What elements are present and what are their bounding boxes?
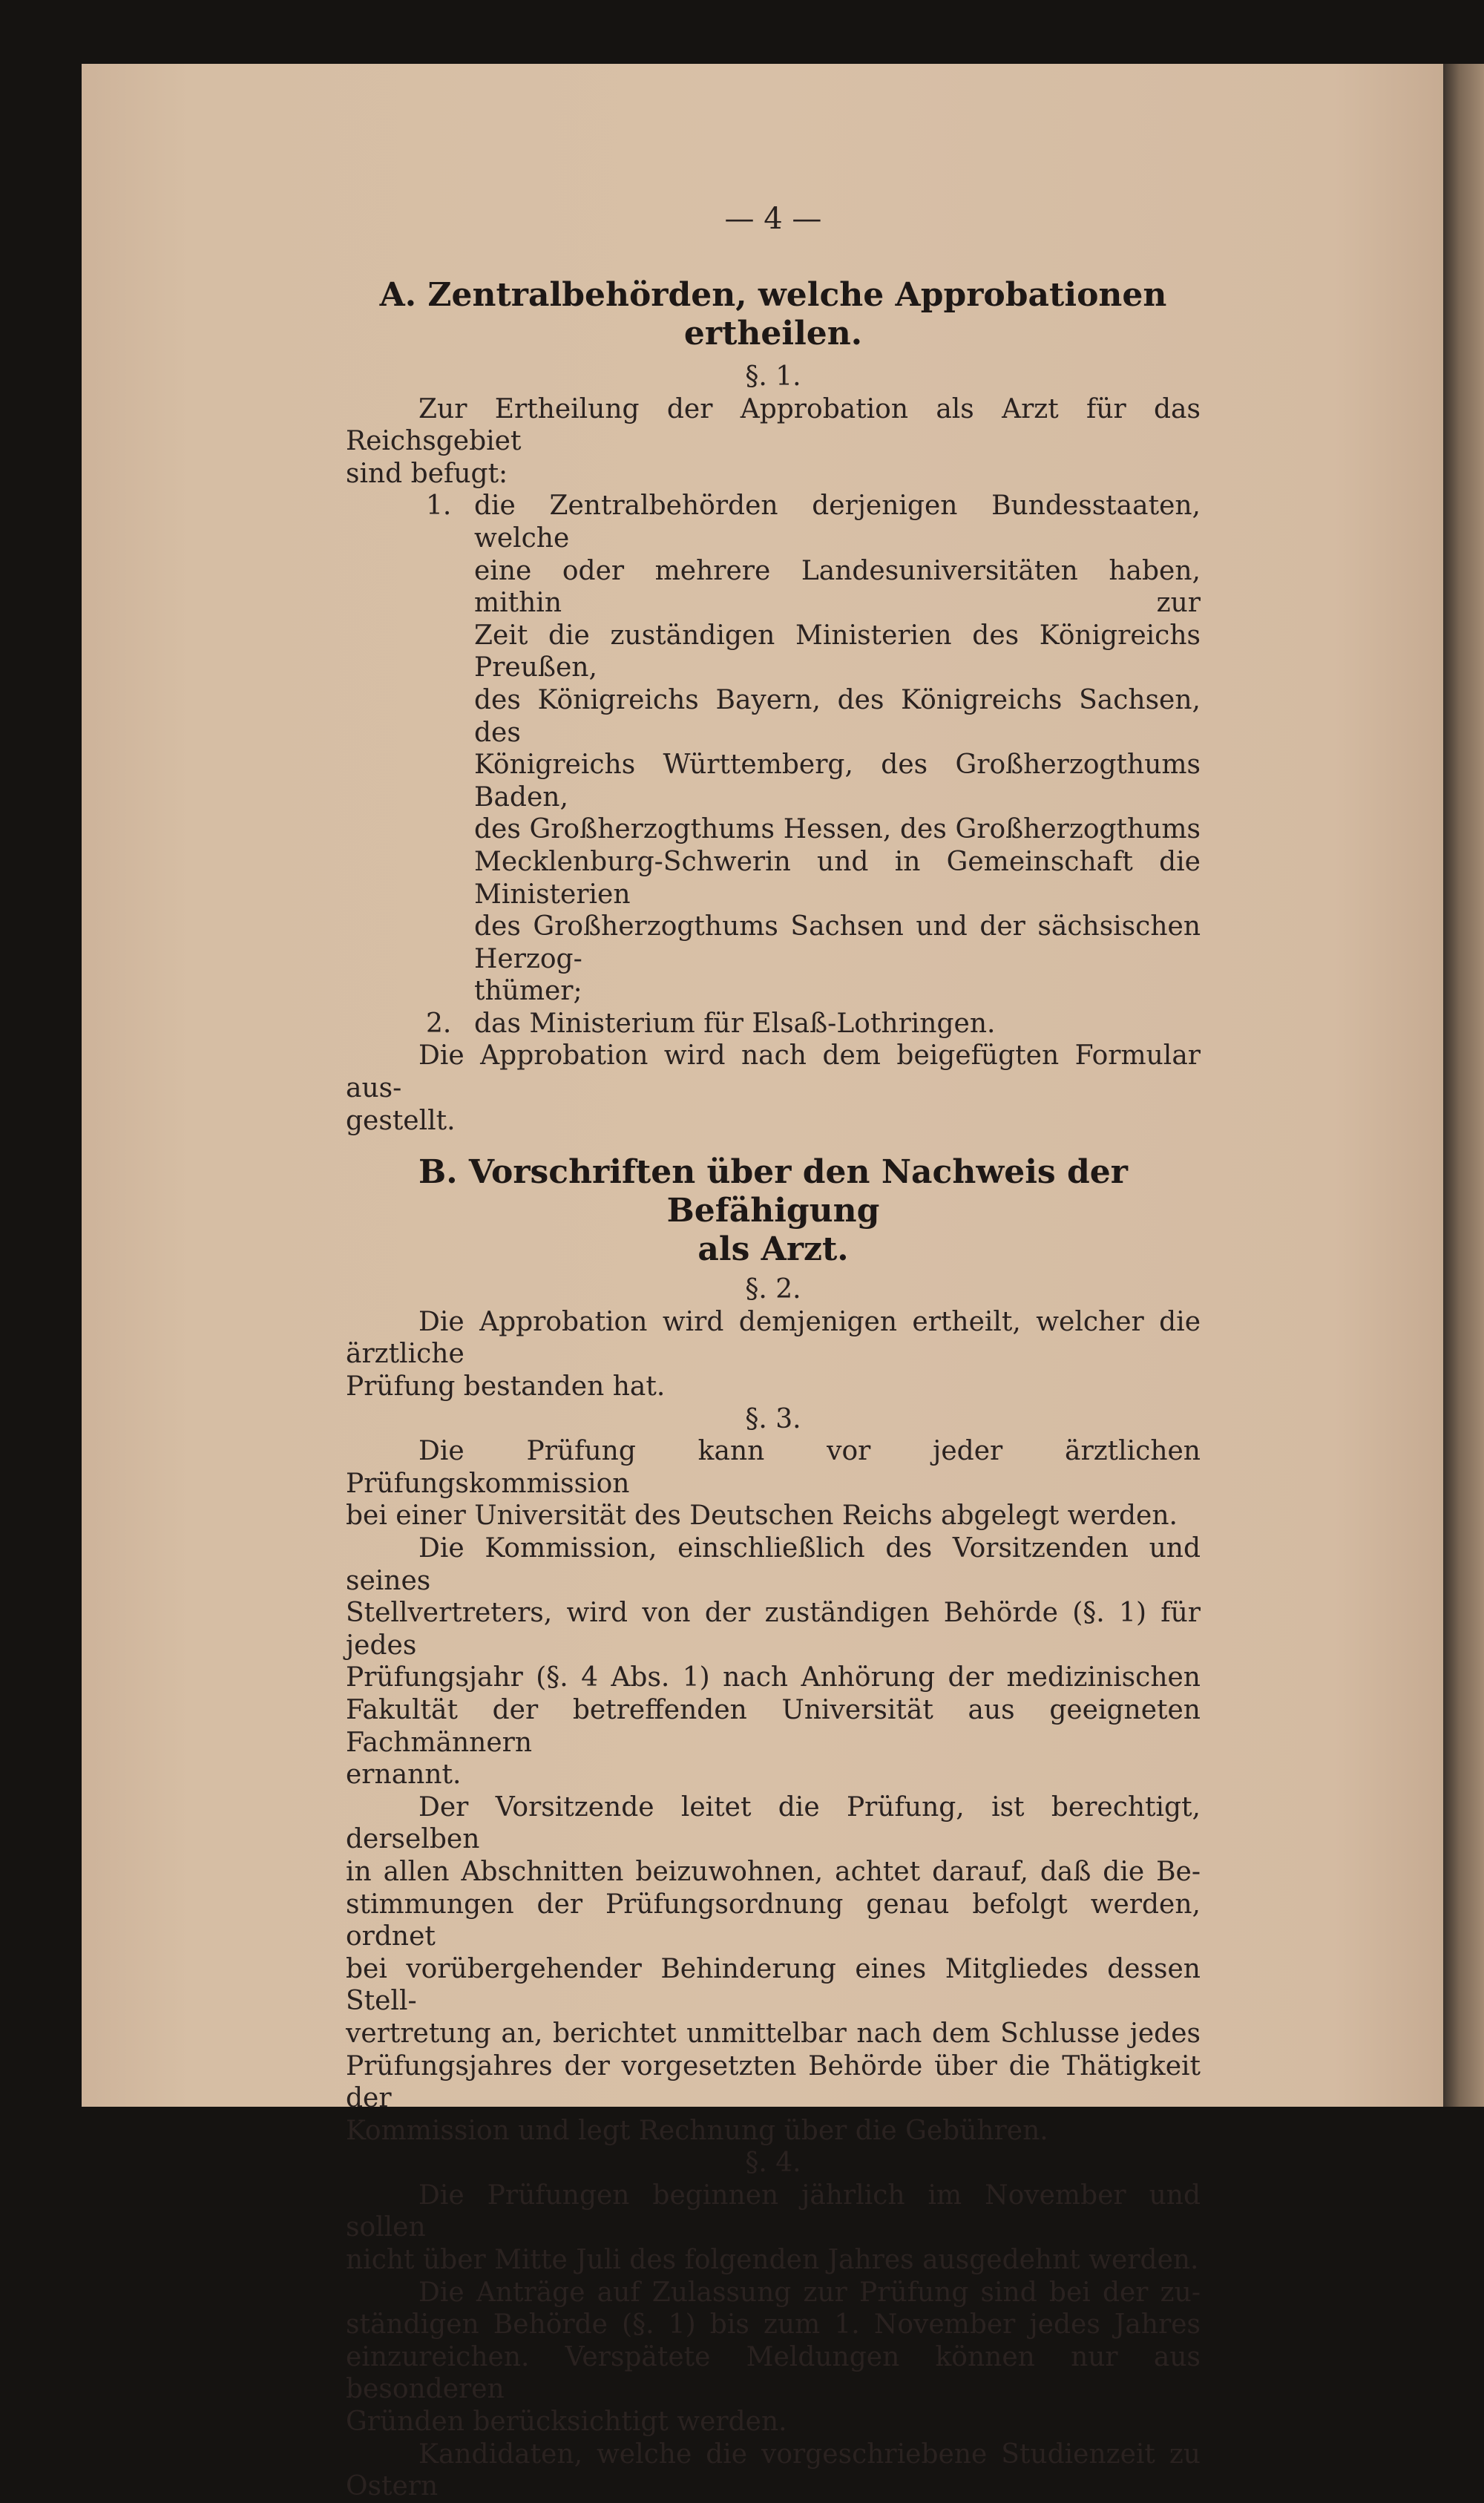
para4-line: Gründen berücksichtigt werden. bbox=[346, 2407, 787, 2438]
section-b-heading: B. Vorschriften über den Nachweis der Befähigung bbox=[418, 1153, 1128, 1230]
para1-line: sind befugt: bbox=[346, 458, 508, 489]
para3-line: Der Vorsitzende leitet die Prüfung, ist berechtigt, derselben bbox=[346, 1791, 1201, 1855]
para3-line: Stellvertreters, wird von der zuständigen Behörde (§. 1) für jedes bbox=[346, 1598, 1201, 1661]
para3-line: Die Prüfung kann vor jeder ärztlichen Prüfungskommission bbox=[346, 1436, 1201, 1499]
list-line: Mecklenburg-Schwerin und in Gemeinschaft die Ministerien bbox=[474, 846, 1201, 910]
para1-line: Zur Ertheilung der Approbation als Arzt für das Reichsgebiet bbox=[346, 393, 1201, 457]
section-a-heading: A. Zentralbehörden, welche Approbationen ertheilen. bbox=[379, 276, 1167, 352]
list-line: des Königreichs Bayern, des Königreichs Sachsen, des bbox=[474, 684, 1201, 748]
para3-line: bei einer Universität des Deutschen Reichs abgelegt werden. bbox=[346, 1500, 1178, 1532]
list-line: die Zentralbehörden derjenigen Bundesstaaten, welche bbox=[474, 491, 1201, 554]
paragraph-mark-2: §. 2. bbox=[745, 1274, 801, 1305]
para4-line: Die Prüfungen beginnen jährlich im November und sollen bbox=[346, 2179, 1201, 2243]
list-item-2 bbox=[346, 1008, 1201, 1040]
list-line: das Ministerium für Elsaß-Lothringen. bbox=[474, 1008, 996, 1039]
section-b-heading-cont: als Arzt. bbox=[697, 1230, 849, 1269]
para2-line: Prüfung bestanden hat. bbox=[346, 1371, 666, 1403]
list-line: Zeit die zuständigen Ministerien des Königreichs Preußen, bbox=[474, 620, 1201, 683]
list-number: 1. bbox=[426, 491, 452, 522]
para3-line: ernannt. bbox=[346, 1759, 462, 1791]
para4-line: ständigen Behörde (§. 1) bis zum 1. November jedes Jahres bbox=[346, 2309, 1201, 2340]
para3-line: stimmungen der Prüfungsordnung genau befolgt werden, ordnet bbox=[346, 1889, 1201, 1952]
list-line: Königreichs Württemberg, des Großherzogthums Baden, bbox=[474, 749, 1201, 813]
para2-line: Die Approbation wird demjenigen ertheilt, welcher die ärztliche bbox=[346, 1306, 1201, 1370]
para3-line: in allen Abschnitten beizuwohnen, achtet darauf, daß die Be- bbox=[346, 1856, 1201, 1887]
page-number: — 4 — bbox=[724, 202, 822, 236]
para3-line: Prüfungsjahr (§. 4 Abs. 1) nach Anhörung der medizinischen bbox=[346, 1662, 1201, 1693]
paragraph-mark-4: §. 4. bbox=[745, 2148, 801, 2179]
para3-line: Kommission und legt Rechnung über die Gebühren. bbox=[346, 2115, 1048, 2146]
para4-line: Die Anträge auf Zulassung zur Prüfung sind bei der zu- bbox=[418, 2277, 1201, 2308]
closing-line: gestellt. bbox=[346, 1105, 456, 1136]
list-line: thümer; bbox=[474, 976, 582, 1007]
para4-line: Kandidaten, welche die vorgeschriebene Studienzeit zu Ostern bbox=[346, 2438, 1201, 2502]
list-item-1 bbox=[346, 490, 1201, 1008]
list-line: eine oder mehrere Landesuniversitäten haben, mithin zur bbox=[474, 555, 1201, 619]
para4-line: einzureichen. Verspätete Meldungen können nur aus besonderen bbox=[346, 2341, 1201, 2405]
list-line: des Großherzogthums Hessen, des Großherzogthums bbox=[474, 814, 1201, 845]
para3-line: Prüfungsjahres der vorgesetzten Behörde über die Thätigkeit der bbox=[346, 2050, 1201, 2114]
para3-line: Die Kommission, einschließlich des Vorsitzenden und seines bbox=[346, 1533, 1201, 1596]
list-line: des Großherzogthums Sachsen und der sächsischen Herzog- bbox=[474, 911, 1201, 974]
closing-line: Die Approbation wird nach dem beigefügten Formular aus- bbox=[346, 1040, 1201, 1104]
para3-line: Fakultät der betreffenden Universität aus geeigneten Fachmännern bbox=[346, 1694, 1201, 1758]
facing-page-edge bbox=[1443, 64, 1484, 2107]
para3-line: bei vorübergehender Behinderung eines Mitgliedes dessen Stell- bbox=[346, 1953, 1201, 2017]
list-number: 2. bbox=[426, 1008, 452, 1039]
document-body bbox=[346, 202, 1201, 2503]
paragraph-mark-3: §. 3. bbox=[745, 1403, 801, 1434]
para3-line: vertretung an, berichtet unmittelbar nach dem Schlusse jedes bbox=[346, 2018, 1201, 2049]
paragraph-mark-1: §. 1. bbox=[745, 361, 801, 392]
para4-line: nicht über Mitte Juli des folgenden Jahres ausgedehnt werden. bbox=[346, 2245, 1199, 2276]
